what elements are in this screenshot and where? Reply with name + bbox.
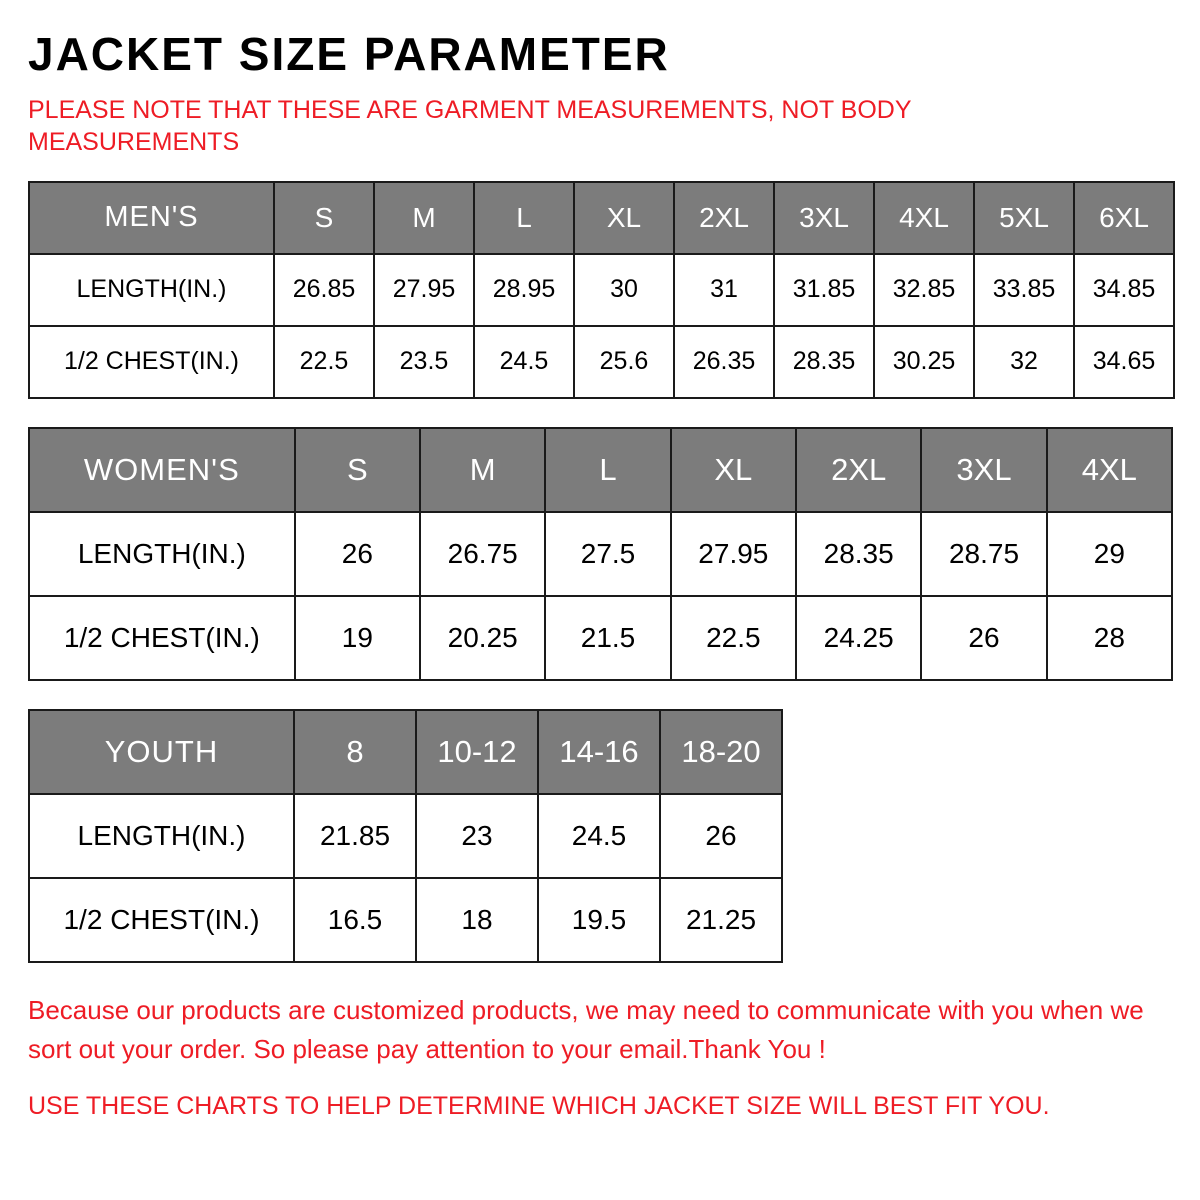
mens-header-label: MEN'S bbox=[29, 182, 274, 254]
table-header-row bbox=[29, 182, 1174, 254]
chart-usage-notice: USE THESE CHARTS TO HELP DETERMINE WHICH JACKET SIZE WILL BEST FIT YOU. bbox=[28, 1091, 1050, 1120]
womens-size-table bbox=[28, 427, 1173, 681]
column-header: 4XL bbox=[874, 182, 974, 254]
row-label: 1/2 CHEST(IN.) bbox=[29, 326, 274, 398]
column-header: 2XL bbox=[674, 182, 774, 254]
column-header: 3XL bbox=[774, 182, 874, 254]
cell: 24.25 bbox=[796, 596, 921, 680]
row-label: 1/2 CHEST(IN.) bbox=[29, 878, 294, 962]
column-header: 4XL bbox=[1047, 428, 1172, 512]
column-header: 10-12 bbox=[416, 710, 538, 794]
garment-measurement-note: PLEASE NOTE THAT THESE ARE GARMENT MEASUREMENTS, NOT BODY MEASUREMENTS bbox=[28, 95, 912, 157]
cell: 33.85 bbox=[974, 254, 1074, 326]
row-label: LENGTH(IN.) bbox=[29, 794, 294, 878]
cell: 19 bbox=[295, 596, 420, 680]
cell: 21.85 bbox=[294, 794, 416, 878]
table-row bbox=[29, 326, 1174, 398]
cell: 19.5 bbox=[538, 878, 660, 962]
table-row bbox=[29, 512, 1172, 596]
cell: 28 bbox=[1047, 596, 1172, 680]
column-header: 18-20 bbox=[660, 710, 782, 794]
cell: 20.25 bbox=[420, 596, 545, 680]
cell: 21.5 bbox=[545, 596, 670, 680]
cell: 30 bbox=[574, 254, 674, 326]
cell: 22.5 bbox=[274, 326, 374, 398]
column-header: M bbox=[420, 428, 545, 512]
table-header-row bbox=[29, 710, 782, 794]
column-header: L bbox=[545, 428, 670, 512]
column-header: S bbox=[274, 182, 374, 254]
cell: 34.85 bbox=[1074, 254, 1174, 326]
column-header: 3XL bbox=[921, 428, 1046, 512]
cell: 28.95 bbox=[474, 254, 574, 326]
cell: 26 bbox=[921, 596, 1046, 680]
table-row bbox=[29, 878, 782, 962]
column-header: XL bbox=[574, 182, 674, 254]
cell: 31.85 bbox=[774, 254, 874, 326]
cell: 26 bbox=[660, 794, 782, 878]
cell: 29 bbox=[1047, 512, 1172, 596]
row-label: 1/2 CHEST(IN.) bbox=[29, 596, 295, 680]
cell: 23 bbox=[416, 794, 538, 878]
cell: 23.5 bbox=[374, 326, 474, 398]
cell: 27.5 bbox=[545, 512, 670, 596]
row-label: LENGTH(IN.) bbox=[29, 254, 274, 326]
cell: 27.95 bbox=[671, 512, 796, 596]
cell: 24.5 bbox=[538, 794, 660, 878]
customization-notice: Because our products are customized products, we may need to communicate with you when we sort out your order. So please pay attention to your email.Thank You ! bbox=[28, 994, 1144, 1064]
table-row bbox=[29, 254, 1174, 326]
table-row bbox=[29, 794, 782, 878]
youth-header-label: YOUTH bbox=[29, 710, 294, 794]
cell: 16.5 bbox=[294, 878, 416, 962]
page-title: JACKET SIZE PARAMETER bbox=[28, 28, 670, 80]
cell: 31 bbox=[674, 254, 774, 326]
column-header: S bbox=[295, 428, 420, 512]
column-header: L bbox=[474, 182, 574, 254]
cell: 26.75 bbox=[420, 512, 545, 596]
cell: 22.5 bbox=[671, 596, 796, 680]
column-header: M bbox=[374, 182, 474, 254]
cell: 30.25 bbox=[874, 326, 974, 398]
table-header-row bbox=[29, 428, 1172, 512]
column-header: 6XL bbox=[1074, 182, 1174, 254]
column-header: 8 bbox=[294, 710, 416, 794]
column-header: 14-16 bbox=[538, 710, 660, 794]
cell: 21.25 bbox=[660, 878, 782, 962]
table-row bbox=[29, 596, 1172, 680]
column-header: 2XL bbox=[796, 428, 921, 512]
cell: 24.5 bbox=[474, 326, 574, 398]
cell: 18 bbox=[416, 878, 538, 962]
cell: 25.6 bbox=[574, 326, 674, 398]
youth-size-table bbox=[28, 709, 783, 963]
row-label: LENGTH(IN.) bbox=[29, 512, 295, 596]
mens-size-table bbox=[28, 181, 1175, 399]
cell: 28.35 bbox=[774, 326, 874, 398]
cell: 28.75 bbox=[921, 512, 1046, 596]
cell: 27.95 bbox=[374, 254, 474, 326]
cell: 26.35 bbox=[674, 326, 774, 398]
cell: 28.35 bbox=[796, 512, 921, 596]
cell: 32.85 bbox=[874, 254, 974, 326]
column-header: 5XL bbox=[974, 182, 1074, 254]
column-header: XL bbox=[671, 428, 796, 512]
cell: 34.65 bbox=[1074, 326, 1174, 398]
cell: 32 bbox=[974, 326, 1074, 398]
cell: 26 bbox=[295, 512, 420, 596]
womens-header-label: WOMEN'S bbox=[29, 428, 295, 512]
cell: 26.85 bbox=[274, 254, 374, 326]
